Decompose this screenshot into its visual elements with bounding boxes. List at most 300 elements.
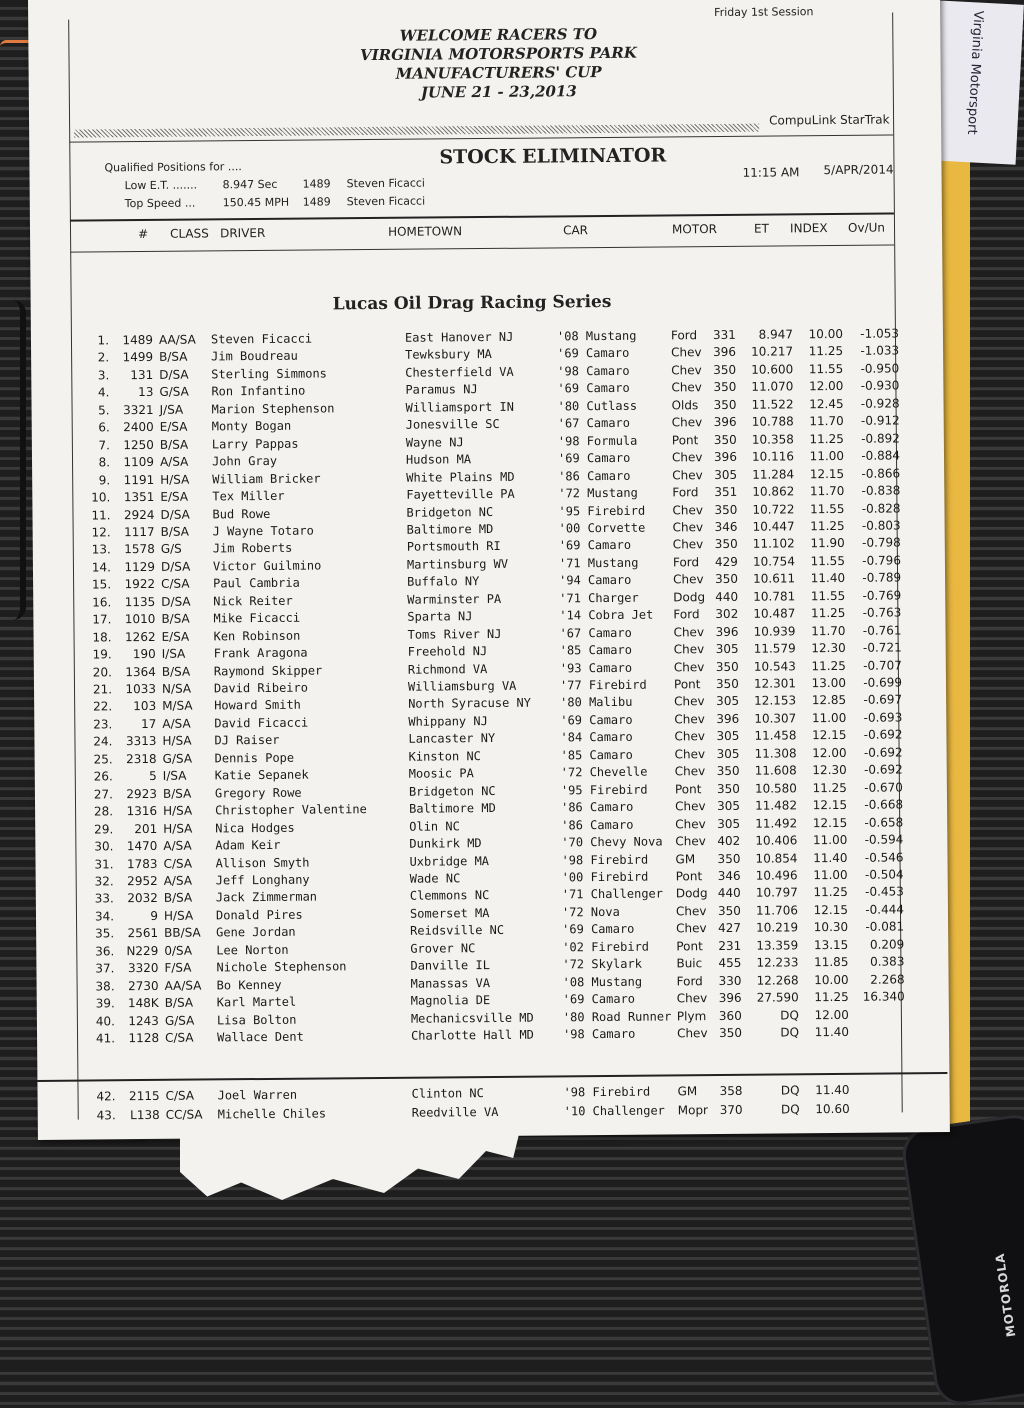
cell-motor: Chev bbox=[676, 921, 710, 935]
cell-displacement: 350 bbox=[716, 677, 746, 691]
cell-position: 7. bbox=[80, 438, 110, 452]
cell-position: 43. bbox=[86, 1108, 116, 1122]
cell-index: 10.60 bbox=[808, 1102, 850, 1116]
cell-index: 11.25 bbox=[806, 885, 848, 899]
cell-driver: Katie Sepanek bbox=[215, 767, 415, 783]
cell-hometown: Williamsport IN bbox=[406, 399, 566, 414]
cell-index: 11.70 bbox=[802, 414, 844, 428]
cell-driver: Dennis Pope bbox=[215, 749, 415, 765]
cell-position: 12. bbox=[81, 525, 111, 539]
hatch-divider bbox=[74, 124, 759, 138]
cell-et: DQ bbox=[754, 1102, 800, 1116]
cell-class: C/SA bbox=[165, 1030, 215, 1044]
cell-class: G/SA bbox=[163, 751, 213, 765]
cell-displacement: 350 bbox=[717, 764, 747, 778]
cell-car-number: 1010 bbox=[119, 612, 155, 626]
cell-displacement: 396 bbox=[716, 712, 746, 726]
low-et-label: Low E.T. ....... bbox=[105, 176, 223, 195]
cell-position: 39. bbox=[85, 996, 115, 1010]
cell-car: '69 Camaro bbox=[563, 991, 683, 1006]
low-et-number: 1489 bbox=[303, 175, 347, 193]
cell-driver: J Wayne Totaro bbox=[213, 523, 413, 539]
cell-over-under: -0.866 bbox=[852, 466, 900, 480]
cell-motor: Chev bbox=[675, 817, 709, 831]
cell-car: '85 Camaro bbox=[560, 642, 680, 657]
cell-driver: Karl Martel bbox=[217, 994, 417, 1010]
cell-position: 26. bbox=[83, 770, 113, 784]
cell-index: 12.85 bbox=[804, 693, 846, 707]
cell-position: 27. bbox=[83, 787, 113, 801]
cell-over-under: -0.761 bbox=[853, 623, 901, 637]
cell-car: '80 Malibu bbox=[560, 695, 680, 710]
cell-motor: Ford bbox=[677, 974, 711, 988]
cell-over-under: -0.697 bbox=[854, 693, 902, 707]
cell-et: 12.233 bbox=[752, 956, 798, 970]
cell-et: 10.797 bbox=[752, 886, 798, 900]
cell-over-under: -0.658 bbox=[855, 815, 903, 829]
cell-et: 10.854 bbox=[751, 851, 797, 865]
cell-over-under: -0.928 bbox=[851, 396, 899, 410]
cell-class: G/SA bbox=[165, 1013, 215, 1027]
cell-car: '69 Camaro bbox=[557, 346, 677, 361]
cell-displacement: 440 bbox=[715, 590, 745, 604]
cell-et: 10.217 bbox=[747, 345, 793, 359]
cell-et: 11.482 bbox=[751, 798, 797, 812]
cell-car: '77 Firebird bbox=[560, 677, 680, 692]
cell-over-under: -0.763 bbox=[853, 606, 901, 620]
cell-class: C/SA bbox=[163, 856, 213, 870]
cell-motor: Chev bbox=[675, 799, 709, 813]
cell-hometown: Grover NC bbox=[410, 940, 570, 955]
cell-hometown: Mechanicsville MD bbox=[411, 1010, 571, 1025]
cell-index: 11.90 bbox=[803, 536, 845, 550]
cell-over-under: -0.693 bbox=[854, 710, 902, 724]
cell-position: 2. bbox=[79, 351, 109, 365]
qualified-heading: Qualified Positions for .... bbox=[104, 158, 241, 177]
cell-hometown: Portsmouth RI bbox=[407, 539, 567, 554]
cell-driver: Jim Boudreau bbox=[211, 348, 411, 364]
cell-car-number: 1489 bbox=[117, 333, 153, 347]
cell-over-under: -0.789 bbox=[853, 571, 901, 585]
cell-displacement: 305 bbox=[717, 816, 747, 830]
cell-car: '95 Firebird bbox=[558, 503, 678, 518]
cell-et: 11.070 bbox=[747, 380, 793, 394]
cell-class: E/SA bbox=[161, 629, 211, 643]
cell-position: 4. bbox=[79, 386, 109, 400]
cell-over-under: -0.081 bbox=[856, 920, 904, 934]
cell-hometown: Magnolia DE bbox=[411, 992, 571, 1007]
cell-class: A/SA bbox=[164, 873, 214, 887]
cell-position: 30. bbox=[83, 839, 113, 853]
cell-motor: Pont bbox=[672, 433, 706, 447]
cell-motor: Chev bbox=[673, 572, 707, 586]
cell-class: N/SA bbox=[162, 681, 212, 695]
cell-hometown: Olin NC bbox=[409, 818, 569, 833]
cell-hometown: Martinsburg WV bbox=[407, 556, 567, 571]
cell-displacement: 305 bbox=[716, 694, 746, 708]
cell-driver: Gene Jordan bbox=[216, 924, 416, 940]
cell-position: 24. bbox=[82, 735, 112, 749]
cell-over-under: -0.594 bbox=[855, 832, 903, 846]
cell-class: A/SA bbox=[160, 455, 210, 469]
cell-car-number: N229 bbox=[122, 944, 158, 958]
cell-et: 10.754 bbox=[749, 554, 795, 568]
cell-class: BB/SA bbox=[164, 926, 214, 940]
cell-car-number: 5 bbox=[121, 769, 157, 783]
col-header-index: INDEX bbox=[790, 221, 828, 235]
cell-displacement: 305 bbox=[717, 799, 747, 813]
cell-position: 8. bbox=[80, 455, 110, 469]
cell-car: '86 Camaro bbox=[561, 799, 681, 814]
cell-position: 25. bbox=[83, 752, 113, 766]
cell-car: '67 Camaro bbox=[558, 416, 678, 431]
cell-hometown: Reedville VA bbox=[412, 1104, 572, 1119]
cell-motor: Chev bbox=[672, 450, 706, 464]
cell-position: 20. bbox=[82, 665, 112, 679]
session-label: Friday 1st Session bbox=[714, 5, 813, 19]
col-header-car: CAR bbox=[563, 223, 588, 237]
cell-hometown: Manassas VA bbox=[411, 975, 571, 990]
cell-et: DQ bbox=[753, 1008, 799, 1022]
low-et-value: 8.947 Sec bbox=[223, 176, 303, 195]
cell-driver: Victor Guilmino bbox=[213, 558, 413, 574]
cell-et: 11.492 bbox=[751, 816, 797, 830]
cell-car-number: 2730 bbox=[123, 979, 159, 993]
cell-driver: Wallace Dent bbox=[217, 1029, 417, 1045]
cell-displacement: 370 bbox=[720, 1103, 750, 1117]
cell-class: D/SA bbox=[160, 507, 210, 521]
cell-hometown: Wayne NJ bbox=[406, 434, 566, 449]
cell-car-number: 1109 bbox=[118, 455, 154, 469]
cell-class: H/SA bbox=[162, 734, 212, 748]
top-speed-number: 1489 bbox=[303, 193, 347, 211]
cell-motor: Chev bbox=[671, 380, 705, 394]
cell-index: 12.30 bbox=[804, 641, 846, 655]
cell-index: 11.25 bbox=[807, 990, 849, 1004]
cell-driver: Tex Miller bbox=[212, 488, 412, 504]
cell-driver: David Ribeiro bbox=[214, 680, 414, 696]
cell-index: 12.15 bbox=[802, 466, 844, 480]
cell-et: 10.862 bbox=[748, 484, 794, 498]
cell-class: I/SA bbox=[163, 769, 213, 783]
cell-driver: William Bricker bbox=[212, 470, 412, 486]
col-header-motor: MOTOR bbox=[672, 222, 717, 236]
cell-driver: Lisa Bolton bbox=[217, 1011, 417, 1027]
cell-car-number: 1470 bbox=[121, 839, 157, 853]
cell-class: J/SA bbox=[160, 402, 210, 416]
cell-position: 15. bbox=[81, 578, 111, 592]
cell-hometown: Baltimore MD bbox=[407, 521, 567, 536]
cell-displacement: 305 bbox=[716, 729, 746, 743]
cell-motor: Chev bbox=[674, 660, 708, 674]
cell-motor: Chev bbox=[677, 1026, 711, 1040]
cell-motor: Chev bbox=[677, 991, 711, 1005]
cell-position: 21. bbox=[82, 682, 112, 696]
cell-hometown: Charlotte Hall MD bbox=[411, 1027, 571, 1042]
cell-car: '69 Camaro bbox=[559, 538, 679, 553]
cell-displacement: 305 bbox=[716, 642, 746, 656]
cell-et: 10.611 bbox=[749, 572, 795, 586]
cell-class: B/SA bbox=[159, 350, 209, 364]
cell-hometown: Uxbridge MA bbox=[409, 853, 569, 868]
cell-et: 10.600 bbox=[747, 362, 793, 376]
cell-car: '72 Skylark bbox=[562, 957, 682, 972]
cell-driver: Ken Robinson bbox=[213, 627, 413, 643]
cell-displacement: 351 bbox=[714, 485, 744, 499]
cell-displacement: 231 bbox=[718, 939, 748, 953]
cell-hometown: Warminster PA bbox=[407, 591, 567, 606]
cell-driver: Marion Stephenson bbox=[212, 400, 412, 416]
cell-index: 10.30 bbox=[806, 920, 848, 934]
cell-hometown: Moosic PA bbox=[409, 766, 569, 781]
cell-index: 10.00 bbox=[807, 973, 849, 987]
cell-driver: Lee Norton bbox=[216, 941, 416, 957]
cell-class: AA/SA bbox=[165, 978, 215, 992]
cell-displacement: 305 bbox=[714, 467, 744, 481]
cell-car-number: 2032 bbox=[122, 891, 158, 905]
cell-displacement: 350 bbox=[717, 781, 747, 795]
cell-index: 12.00 bbox=[805, 746, 847, 760]
cell-over-under: -0.668 bbox=[855, 798, 903, 812]
cell-class: G/SA bbox=[159, 385, 209, 399]
cell-car-number: 1191 bbox=[118, 473, 154, 487]
cell-index: 11.85 bbox=[806, 955, 848, 969]
cell-class: C/SA bbox=[166, 1088, 216, 1102]
cell-driver: Howard Smith bbox=[214, 697, 414, 713]
cell-hometown: Wade NC bbox=[410, 870, 570, 885]
cell-car: '84 Camaro bbox=[560, 730, 680, 745]
cell-et: 11.522 bbox=[747, 397, 793, 411]
cell-car: '86 Camaro bbox=[558, 468, 678, 483]
cell-motor: Chev bbox=[675, 764, 709, 778]
cell-class: B/SA bbox=[161, 524, 211, 538]
cell-class: D/SA bbox=[161, 559, 211, 573]
cell-hometown: Freehold NJ bbox=[408, 643, 568, 658]
cell-motor: Chev bbox=[675, 834, 709, 848]
cell-class: E/SA bbox=[160, 420, 210, 434]
col-header-class: CLASS bbox=[170, 226, 209, 240]
cell-index: 11.25 bbox=[802, 432, 844, 446]
cell-motor: Chev bbox=[674, 712, 708, 726]
cell-et: 10.219 bbox=[752, 921, 798, 935]
cell-hometown: Somerset MA bbox=[410, 905, 570, 920]
cell-position: 1. bbox=[79, 333, 109, 347]
compulink-label: CompuLink StarTrak bbox=[769, 112, 890, 127]
cell-car-number: 3320 bbox=[122, 961, 158, 975]
cell-motor: Olds bbox=[671, 398, 705, 412]
cell-over-under: -0.828 bbox=[852, 501, 900, 515]
cell-motor: Chev bbox=[672, 468, 706, 482]
cell-class: CC/SA bbox=[166, 1107, 216, 1121]
cell-driver: Raymond Skipper bbox=[214, 662, 414, 678]
cell-hometown: Toms River NJ bbox=[407, 626, 567, 641]
cell-displacement: 330 bbox=[719, 973, 749, 987]
cell-car-number: 1243 bbox=[123, 1013, 159, 1027]
cell-et: 11.458 bbox=[750, 729, 796, 743]
cell-hometown: Clinton NC bbox=[411, 1085, 571, 1100]
results-sheet bbox=[28, 0, 950, 1140]
cell-hometown: Fayetteville PA bbox=[406, 486, 566, 501]
cell-car: '69 Camaro bbox=[557, 381, 677, 396]
cell-motor: Pont bbox=[675, 782, 709, 796]
cell-class: D/SA bbox=[159, 367, 209, 381]
cell-index: 11.25 bbox=[801, 344, 843, 358]
cell-motor: Chev bbox=[673, 537, 707, 551]
cell-et: 10.722 bbox=[748, 502, 794, 516]
phone bbox=[899, 1112, 1024, 1408]
cell-motor: GM bbox=[675, 852, 709, 866]
cell-hometown: East Hanover NJ bbox=[405, 329, 565, 344]
cell-index: 11.00 bbox=[805, 833, 847, 847]
cell-car: '98 Camaro bbox=[557, 363, 677, 378]
cell-et: 10.447 bbox=[749, 519, 795, 533]
cell-index: 11.55 bbox=[803, 589, 845, 603]
cell-class: A/SA bbox=[163, 838, 213, 852]
cell-index: 11.00 bbox=[804, 711, 846, 725]
cell-car: '98 Camaro bbox=[563, 1026, 683, 1041]
cell-hometown: Buffalo NY bbox=[407, 574, 567, 589]
cell-hometown: Dunkirk MD bbox=[409, 835, 569, 850]
cell-over-under: -0.803 bbox=[853, 518, 901, 532]
cell-displacement: 350 bbox=[713, 398, 743, 412]
cell-car-number: 1364 bbox=[120, 664, 156, 678]
cell-index: 12.45 bbox=[801, 397, 843, 411]
cell-driver: Monty Bogan bbox=[212, 418, 412, 434]
cell-driver: Mike Ficacci bbox=[213, 610, 413, 626]
welcome-line: VIRGINIA MOTORSPORTS PARK bbox=[348, 44, 648, 66]
col-header-hometown: HOMETOWN bbox=[388, 224, 462, 239]
cell-driver: Michelle Chiles bbox=[218, 1106, 418, 1122]
cell-displacement: 402 bbox=[717, 834, 747, 848]
cell-index: 11.40 bbox=[803, 571, 845, 585]
cell-over-under: -0.444 bbox=[856, 902, 904, 916]
cell-car-number: 1128 bbox=[123, 1031, 159, 1045]
cell-index: 12.00 bbox=[807, 1007, 849, 1021]
cell-displacement: 350 bbox=[719, 1026, 749, 1040]
cell-hometown: Hudson MA bbox=[406, 451, 566, 466]
cell-driver: Donald Pires bbox=[216, 906, 416, 922]
cell-driver: Larry Pappas bbox=[212, 435, 412, 451]
cell-car: '08 Mustang bbox=[557, 328, 677, 343]
cell-driver: Bo Kenney bbox=[217, 976, 417, 992]
cell-hometown: Clemmons NC bbox=[410, 888, 570, 903]
cell-car-number: 13 bbox=[117, 385, 153, 399]
cell-over-under: -0.930 bbox=[851, 379, 899, 393]
cell-driver: Nichole Stephenson bbox=[216, 959, 416, 975]
cell-class: B/SA bbox=[164, 891, 214, 905]
cell-hometown: Tewksbury MA bbox=[405, 347, 565, 362]
cell-displacement: 350 bbox=[714, 502, 744, 516]
cell-car: '72 Chevelle bbox=[561, 765, 681, 780]
cell-car-number: 3321 bbox=[118, 403, 154, 417]
cell-motor: Dodg bbox=[676, 886, 710, 900]
cell-motor: Ford bbox=[671, 328, 705, 342]
cell-position: 29. bbox=[83, 822, 113, 836]
cell-over-under: 0.383 bbox=[856, 955, 904, 969]
cell-car-number: 1783 bbox=[121, 856, 157, 870]
cell-displacement: 350 bbox=[714, 432, 744, 446]
cell-car-number: 1922 bbox=[119, 577, 155, 591]
cell-et: 11.284 bbox=[748, 467, 794, 481]
torn-paper bbox=[180, 1130, 520, 1200]
cell-car-number: 17 bbox=[120, 717, 156, 731]
cell-driver: David Ficacci bbox=[214, 715, 414, 731]
cell-displacement: 440 bbox=[718, 886, 748, 900]
cell-car: '71 Mustang bbox=[559, 555, 679, 570]
cell-class: H/SA bbox=[163, 821, 213, 835]
cell-displacement: 305 bbox=[717, 747, 747, 761]
cell-et: 10.406 bbox=[751, 833, 797, 847]
cell-et: 10.496 bbox=[752, 868, 798, 882]
cell-position: 11. bbox=[80, 508, 110, 522]
cell-index: 11.25 bbox=[804, 658, 846, 672]
cell-car: '00 Firebird bbox=[562, 869, 682, 884]
cell-car-number: 201 bbox=[121, 821, 157, 835]
divider bbox=[70, 244, 894, 252]
cell-hometown: Jonesville SC bbox=[406, 417, 566, 432]
cell-over-under: -0.769 bbox=[853, 588, 901, 602]
cell-motor: Chev bbox=[673, 520, 707, 534]
cell-position: 5. bbox=[80, 403, 110, 417]
cell-motor: Plym bbox=[677, 1009, 711, 1023]
col-header-et: ET bbox=[754, 222, 769, 236]
cell-car-number: 2115 bbox=[124, 1089, 160, 1103]
cell-hometown: Chesterfield VA bbox=[405, 364, 565, 379]
cell-position: 10. bbox=[80, 490, 110, 504]
cell-over-under: -0.912 bbox=[852, 414, 900, 428]
cell-et: 10.487 bbox=[749, 607, 795, 621]
cell-displacement: 396 bbox=[714, 415, 744, 429]
cell-car: '72 Nova bbox=[562, 904, 682, 919]
series-title: Lucas Oil Drag Racing Series bbox=[333, 292, 612, 314]
cell-motor: Pont bbox=[676, 939, 710, 953]
cell-car-number: L138 bbox=[124, 1108, 160, 1122]
cell-driver: Allison Smyth bbox=[215, 854, 415, 870]
cell-et: 27.590 bbox=[753, 990, 799, 1004]
print-date: 5/APR/2014 bbox=[823, 162, 893, 177]
cell-driver: Joel Warren bbox=[218, 1087, 418, 1103]
cell-car-number: 103 bbox=[120, 699, 156, 713]
cell-hometown: North Syracuse NY bbox=[408, 696, 568, 711]
cell-driver: Bud Rowe bbox=[212, 505, 412, 521]
cell-displacement: 346 bbox=[715, 520, 745, 534]
cell-position: 35. bbox=[84, 927, 114, 941]
cell-et: DQ bbox=[753, 1025, 799, 1039]
cell-over-under: -0.892 bbox=[852, 431, 900, 445]
cell-index: 11.40 bbox=[807, 1025, 849, 1039]
cell-car: '71 Charger bbox=[559, 590, 679, 605]
phone-brand: MOTOROLA bbox=[993, 1252, 1019, 1338]
cell-car-number: 1262 bbox=[120, 630, 156, 644]
cell-motor: Ford bbox=[672, 485, 706, 499]
cell-class: C/SA bbox=[161, 577, 211, 591]
cell-motor: Dodg bbox=[673, 590, 707, 604]
cell-et: 11.102 bbox=[749, 537, 795, 551]
cell-car-number: 1578 bbox=[119, 542, 155, 556]
cell-et: 10.580 bbox=[751, 781, 797, 795]
cell-class: H/SA bbox=[163, 804, 213, 818]
cell-car-number: 1351 bbox=[118, 490, 154, 504]
qualified-positions bbox=[104, 157, 425, 214]
cell-over-under: -0.670 bbox=[855, 780, 903, 794]
cell-class: B/SA bbox=[162, 664, 212, 678]
cell-hometown: Danville IL bbox=[410, 957, 570, 972]
cell-driver: Adam Keir bbox=[215, 837, 415, 853]
cell-position: 9. bbox=[80, 473, 110, 487]
cell-driver: Nick Reiter bbox=[213, 592, 413, 608]
cell-et: 12.153 bbox=[750, 694, 796, 708]
cell-et: 10.307 bbox=[750, 711, 796, 725]
